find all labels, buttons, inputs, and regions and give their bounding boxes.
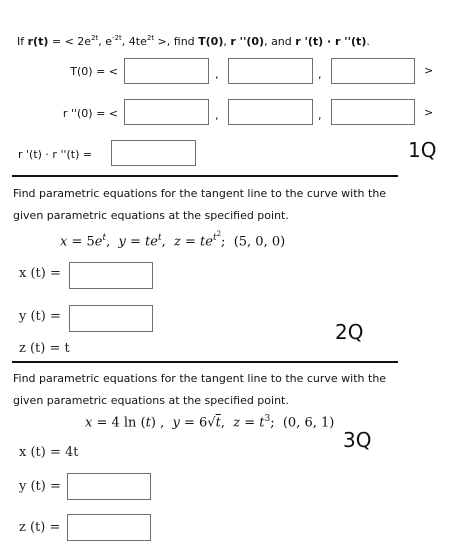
- separator: ,: [318, 68, 322, 81]
- q2-z-label: z (t) = t: [19, 341, 70, 356]
- q3-prompt: Find parametric equations for the tangent line to the curve with the given parametric equations at the specified point.: [13, 372, 387, 407]
- q3-x-label: x (t) = 4t: [19, 445, 79, 460]
- separator: ,: [215, 68, 219, 81]
- question-tag-1q: 1Q: [408, 138, 437, 162]
- t0-label: T(0) = <: [70, 65, 118, 78]
- q2-prompt: Find parametric equations for the tangent line to the curve with the given parametric equations at the specified point.: [13, 187, 387, 222]
- r2-y-input[interactable]: [228, 99, 313, 125]
- t0-y-input[interactable]: [228, 58, 313, 84]
- question-tag-3q: 3Q: [343, 428, 372, 452]
- q3-y-input[interactable]: [67, 473, 151, 500]
- q2-y-input[interactable]: [69, 305, 153, 332]
- q3-z-label: z (t) =: [19, 520, 61, 535]
- q3-y-label: y (t) =: [19, 479, 61, 494]
- q2-y-label: y (t) =: [19, 309, 61, 324]
- q2-x-input[interactable]: [69, 262, 153, 289]
- q2-equation: $x = 5e^t$, $y = te^t$, $z = te^{t^2}$; (5, 0, 0): [60, 230, 286, 250]
- dot-product-input[interactable]: [111, 140, 196, 166]
- t0-z-input[interactable]: [331, 58, 415, 84]
- section-divider: [12, 175, 398, 177]
- separator: ,: [215, 109, 219, 122]
- section-divider: [12, 361, 398, 363]
- q3-z-input[interactable]: [67, 514, 151, 541]
- r2-z-input[interactable]: [331, 99, 415, 125]
- r-of-t: r(t): [27, 35, 49, 48]
- q3-equation: x = 4 ln (t) , y = 6√t, $z = t^3$; (0, 6, 1): [85, 414, 335, 431]
- question-tag-2q: 2Q: [335, 320, 364, 344]
- dot-label: r '(t) · r ''(t) =: [18, 148, 93, 161]
- closing-bracket: >: [424, 64, 434, 77]
- q1-prompt: If r(t) = < $2e^{2t}$, $e^{-2t}$, $4te^{2t}$ >, find T(0), r ''(0), and r '(t) · r ''(t).: [17, 34, 370, 48]
- r2-label: r ''(0) = <: [62, 107, 118, 120]
- q2-x-label: x (t) =: [19, 266, 61, 281]
- separator: ,: [318, 109, 322, 122]
- closing-bracket: >: [424, 106, 434, 119]
- r2-x-input[interactable]: [124, 99, 209, 125]
- t0-x-input[interactable]: [124, 58, 209, 84]
